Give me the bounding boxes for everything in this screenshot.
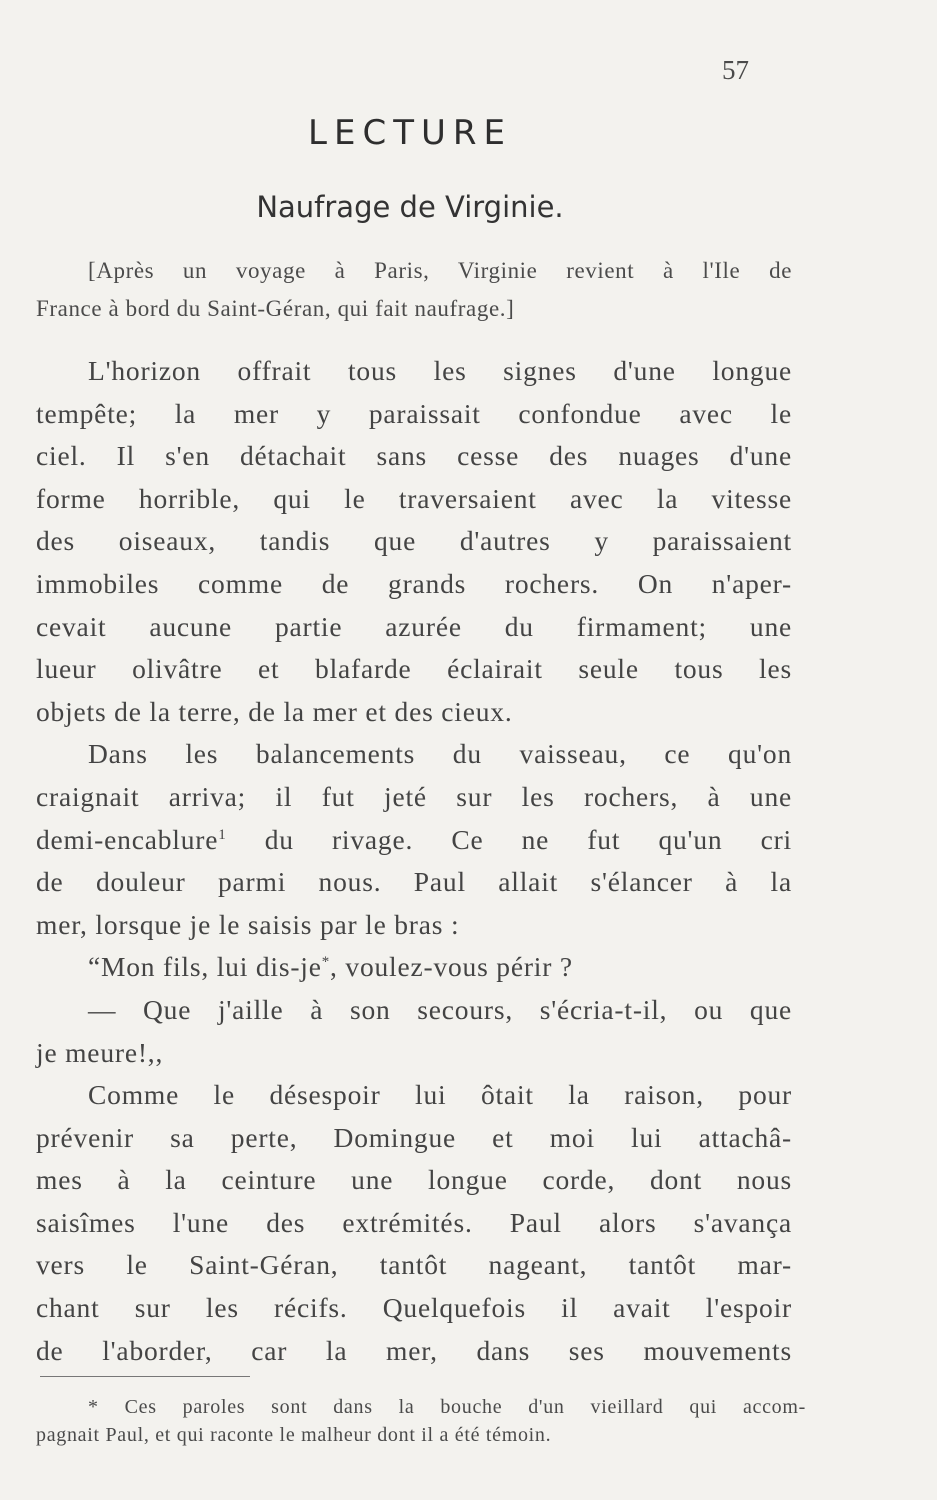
footnote-ref: * bbox=[321, 954, 331, 971]
text-line: vers le Saint-Géran, tantôt nageant, tantôt mar- bbox=[36, 1249, 792, 1281]
text-line: des oiseaux, tandis que d'autres y paraissaient bbox=[36, 525, 792, 557]
text-line: Comme le désespoir lui ôtait la raison, pour bbox=[88, 1079, 792, 1111]
text-fragment: , voulez-vous périr ? bbox=[330, 951, 573, 983]
text-line: objets de la terre, de la mer et des cieux. bbox=[36, 695, 513, 727]
text-fragment: “Mon fils, lui dis-je bbox=[88, 951, 322, 983]
text-line: forme horrible, qui le traversaient avec la vitesse bbox=[36, 482, 792, 514]
footnote-line: * Ces paroles sont dans la bouche d'un vieillard qui accom- bbox=[88, 1396, 806, 1418]
text-line: chant sur les récifs. Quelquefois il avait l'espoir bbox=[36, 1292, 792, 1324]
text-line: — Que j'aille à son secours, s'écria-t-il, ou que bbox=[88, 993, 792, 1025]
text-line: Dans les balancements du vaisseau, ce qu'on bbox=[88, 738, 792, 770]
footnote-rule bbox=[40, 1376, 250, 1377]
intro-line: [Après un voyage à Paris, Virginie revient à l'Ile de bbox=[88, 258, 792, 283]
page-number: 57 bbox=[722, 55, 749, 85]
chapter-title: Naufrage de Virginie. bbox=[256, 190, 564, 224]
text-line bbox=[36, 946, 792, 989]
intro-line: France à bord du Saint-Géran, qui fait naufrage.] bbox=[36, 296, 515, 321]
text-line: je meure!,, bbox=[36, 1036, 164, 1068]
text-line bbox=[36, 819, 792, 862]
text-line: craignait arriva; il fut jeté sur les rochers, à une bbox=[36, 780, 792, 812]
footnote bbox=[36, 1393, 806, 1449]
text-line: mer, lorsque je le saisis par le bras : bbox=[36, 908, 460, 940]
text-fragment: demi-encablure bbox=[36, 823, 219, 855]
footnote-line: pagnait Paul, et qui raconte le malheur dont il a été témoin. bbox=[36, 1424, 552, 1446]
text-line: ciel. Il s'en détachait sans cesse des nuages d'une bbox=[36, 440, 792, 472]
text-line: cevait aucune partie azurée du firmament; une bbox=[36, 610, 792, 642]
text-line: L'horizon offrait tous les signes d'une longue bbox=[88, 355, 792, 386]
text-line: prévenir sa perte, Domingue et moi lui attachâ- bbox=[36, 1121, 792, 1153]
section-title: LECTURE bbox=[308, 113, 512, 153]
body-text bbox=[36, 350, 792, 1372]
text-line: saisîmes l'une des extrémités. Paul alors s'avança bbox=[36, 1206, 792, 1238]
text-line: de l'aborder, car la mer, dans ses mouvements bbox=[36, 1334, 792, 1366]
intro-note bbox=[36, 252, 792, 328]
text-fragment: du rivage. Ce ne fut qu'un cri bbox=[264, 823, 792, 855]
text-line: lueur olivâtre et blafarde éclairait seule tous les bbox=[36, 653, 792, 685]
text-line: de douleur parmi nous. Paul allait s'élancer à la bbox=[36, 866, 792, 898]
text-line: mes à la ceinture une longue corde, dont nous bbox=[36, 1164, 792, 1196]
text-line: immobiles comme de grands rochers. On n'aper- bbox=[36, 567, 792, 599]
text-line: tempête; la mer y paraissait confondue avec le bbox=[36, 397, 792, 429]
footnote-ref: 1 bbox=[218, 826, 227, 843]
